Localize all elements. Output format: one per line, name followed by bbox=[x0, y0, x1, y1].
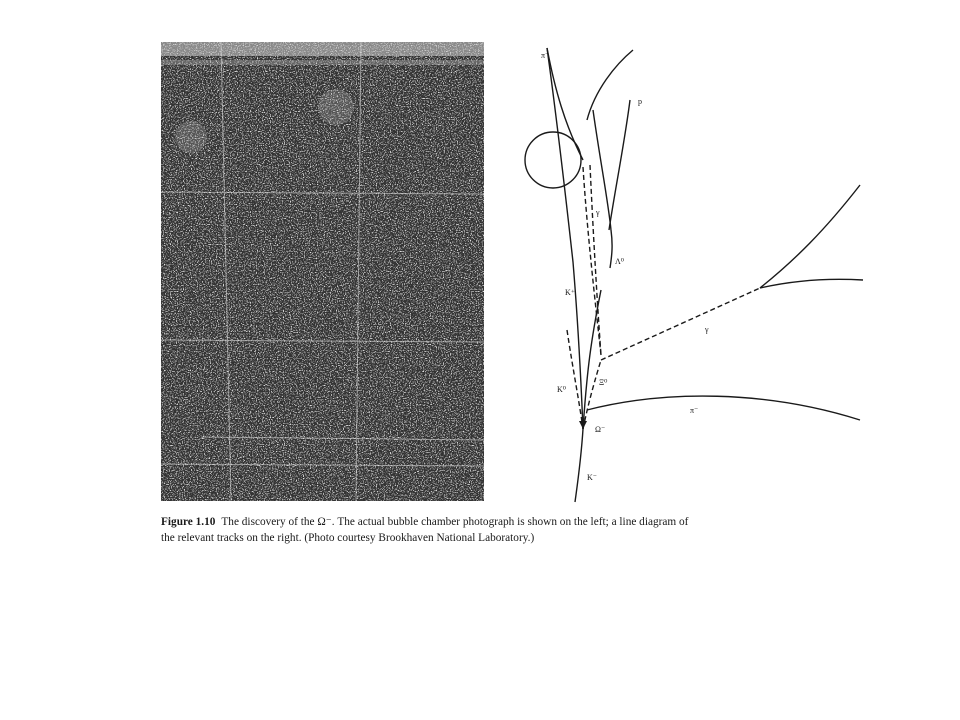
p-track bbox=[609, 100, 630, 230]
proton-track bbox=[593, 110, 612, 268]
track-line-diagram bbox=[515, 40, 870, 505]
photo-noise-texture bbox=[161, 42, 484, 501]
upper-fork-track bbox=[587, 50, 633, 120]
pi-minus-incoming-track bbox=[547, 48, 583, 429]
omega-decay-vertex bbox=[579, 421, 587, 429]
label-k0: K⁰ bbox=[557, 385, 566, 394]
bubble-chamber-photograph bbox=[161, 42, 484, 501]
label-k-plus: K⁺ bbox=[565, 288, 575, 297]
label-lambda0: Λ⁰ bbox=[615, 257, 625, 266]
pi-minus-track-curve bbox=[547, 48, 583, 160]
gamma-right-track bbox=[601, 288, 760, 360]
label-pi-minus-top: π⁻ bbox=[541, 51, 550, 60]
label-omega-minus: Ω⁻ bbox=[595, 425, 606, 434]
pi-minus-right-track bbox=[587, 396, 860, 420]
k-minus-track bbox=[575, 429, 583, 502]
label-p: p bbox=[638, 97, 642, 106]
label-pi-minus-right: π⁻ bbox=[690, 406, 699, 415]
figure-caption-text: The discovery of the Ω⁻. The actual bubble chamber photograph is shown on the left; a line diagram of the relevant tracks on the right. (Photo courtesy Brookhaven National Laboratory.) bbox=[161, 516, 689, 544]
label-gamma-upper: γ bbox=[596, 208, 600, 217]
electron-pair-upper bbox=[760, 185, 860, 288]
electron-spiral-circle bbox=[525, 132, 581, 188]
label-k-minus: K⁻ bbox=[587, 473, 597, 482]
lambda0-track bbox=[583, 167, 601, 355]
label-gamma-right: γ bbox=[705, 325, 709, 334]
figure-label: Figure 1.10 bbox=[161, 516, 216, 528]
label-xi0: Ξ⁰ bbox=[599, 378, 608, 387]
gamma-upper-track bbox=[590, 165, 601, 355]
electron-pair-lower bbox=[760, 279, 863, 288]
figure-caption bbox=[161, 514, 691, 546]
